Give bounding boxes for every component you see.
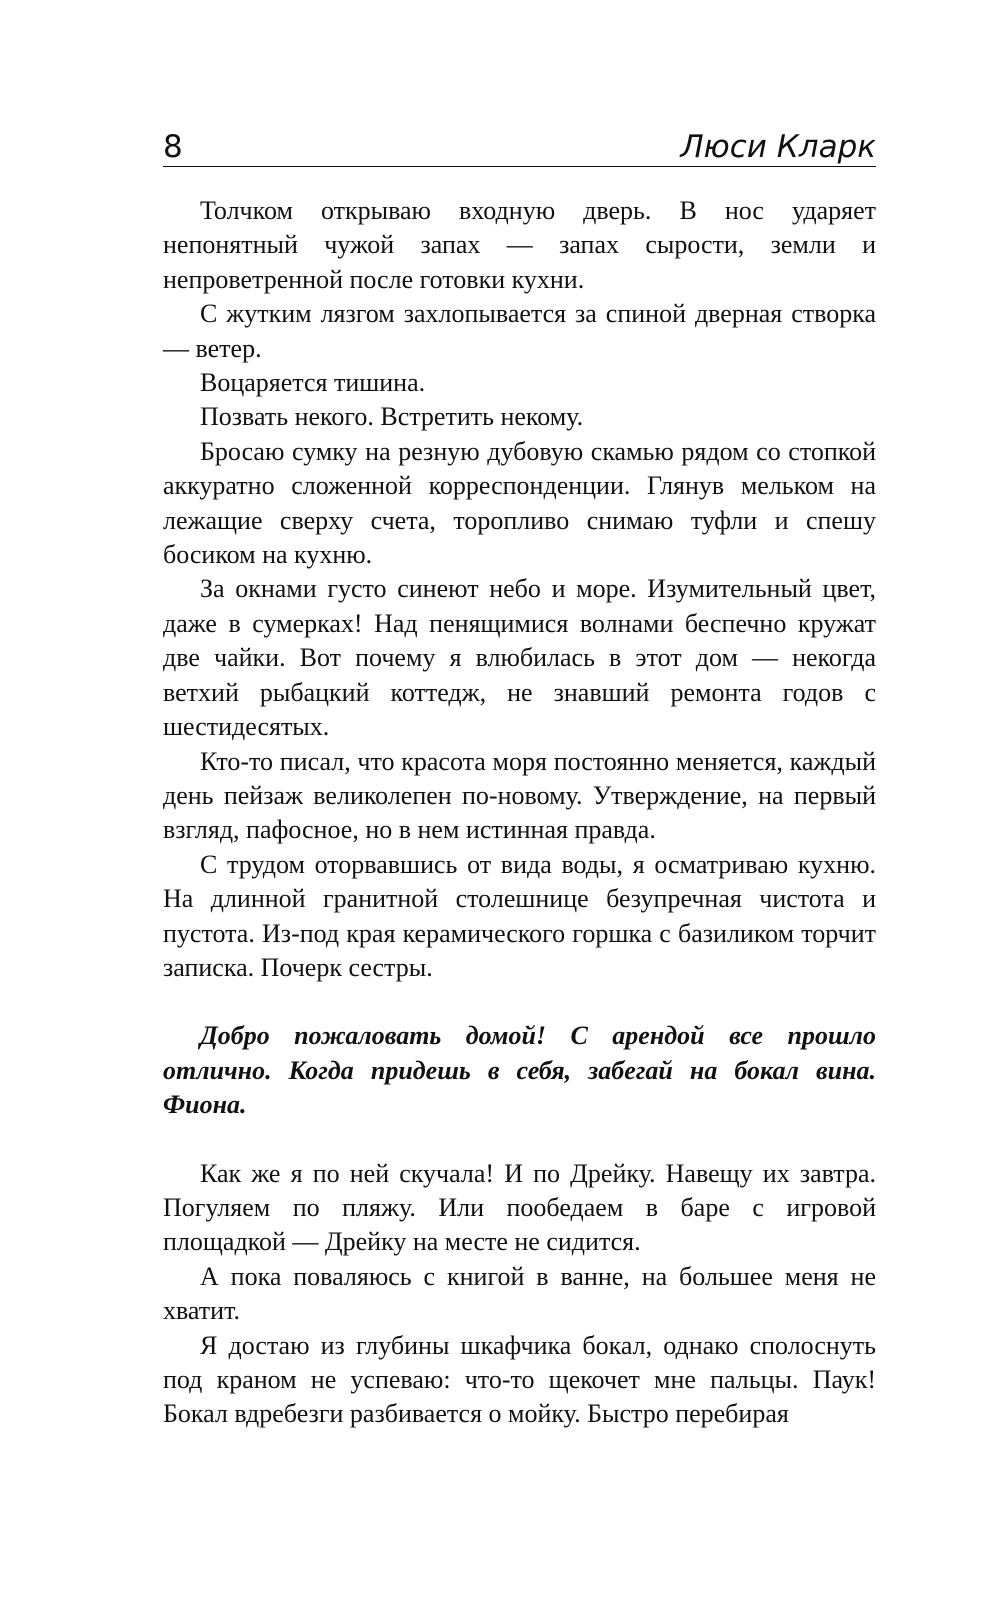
paragraph: Воцаряется тишина.	[200, 368, 426, 398]
paragraph: С жутким лязгом захлопывается за спиной дверная створка — ветер.	[163, 299, 876, 363]
book-page	[163, 126, 876, 1432]
paragraph: С трудом оторвавшись от вида воды, я осматриваю кухню. На длинной гранитной столешнице безупречная чистота и пустота. Из-под края керамического горшка с базиликом торчит записка. Почерк сестры.	[163, 849, 876, 982]
page-number: 8	[163, 129, 183, 165]
body-text	[163, 194, 876, 1432]
paragraph: Бросаю сумку на резную дубовую скамью рядом со стопкой аккуратно сложенной корреспонденции. Глянув мельком на лежащие сверху счета, торопливо снимаю туфли и спешу босиком на кухню.	[163, 436, 876, 570]
paragraph: А пока поваляюсь с книгой в ванне, на большее меня не хватит.	[163, 1261, 876, 1326]
paragraph: Я достаю из глубины шкафчика бокал, однако сполоснуть под краном не успеваю: что-то щекочет мне пальцы. Паук! Бокал вдребезги разбивается о мойку. Быстро перебирая	[163, 1330, 876, 1429]
paragraph: За окнами густо синеют небо и море. Изумительный цвет, даже в сумерках! Над пенящимися волнами беспечно кружат две чайки. Вот почему я влюбилась в этот дом — некогда ветхий рыбацкий коттедж, не знавший ремонта годов с шестидесятых.	[163, 574, 876, 742]
paragraph: Как же я по ней скучала! И по Дрейку. Навещу их завтра. Погуляем по пляжу. Или пообедаем в баре с игровой площадкой — Дрейку на месте не сидится.	[163, 1158, 876, 1257]
paragraph: Позвать некого. Встретить некому.	[200, 402, 584, 432]
paragraph: Толчком открываю входную дверь. В нос ударяет непонятный чужой запах — запах сырости, земли и непроветренной после готовки кухни.	[163, 196, 876, 294]
sister-note: Добро пожаловать домой! С арендой все прошло отлично. Когда придешь в себя, забегай на бокал вина. Фиона.	[163, 1021, 876, 1120]
author-name: Люси Кларк	[680, 129, 876, 165]
running-head	[163, 126, 876, 167]
paragraph: Кто-то писал, что красота моря постоянно меняется, каждый день пейзаж великолепен по-новому. Утверждение, на первый взгляд, пафосное, но в нем истинная правда.	[163, 746, 876, 845]
